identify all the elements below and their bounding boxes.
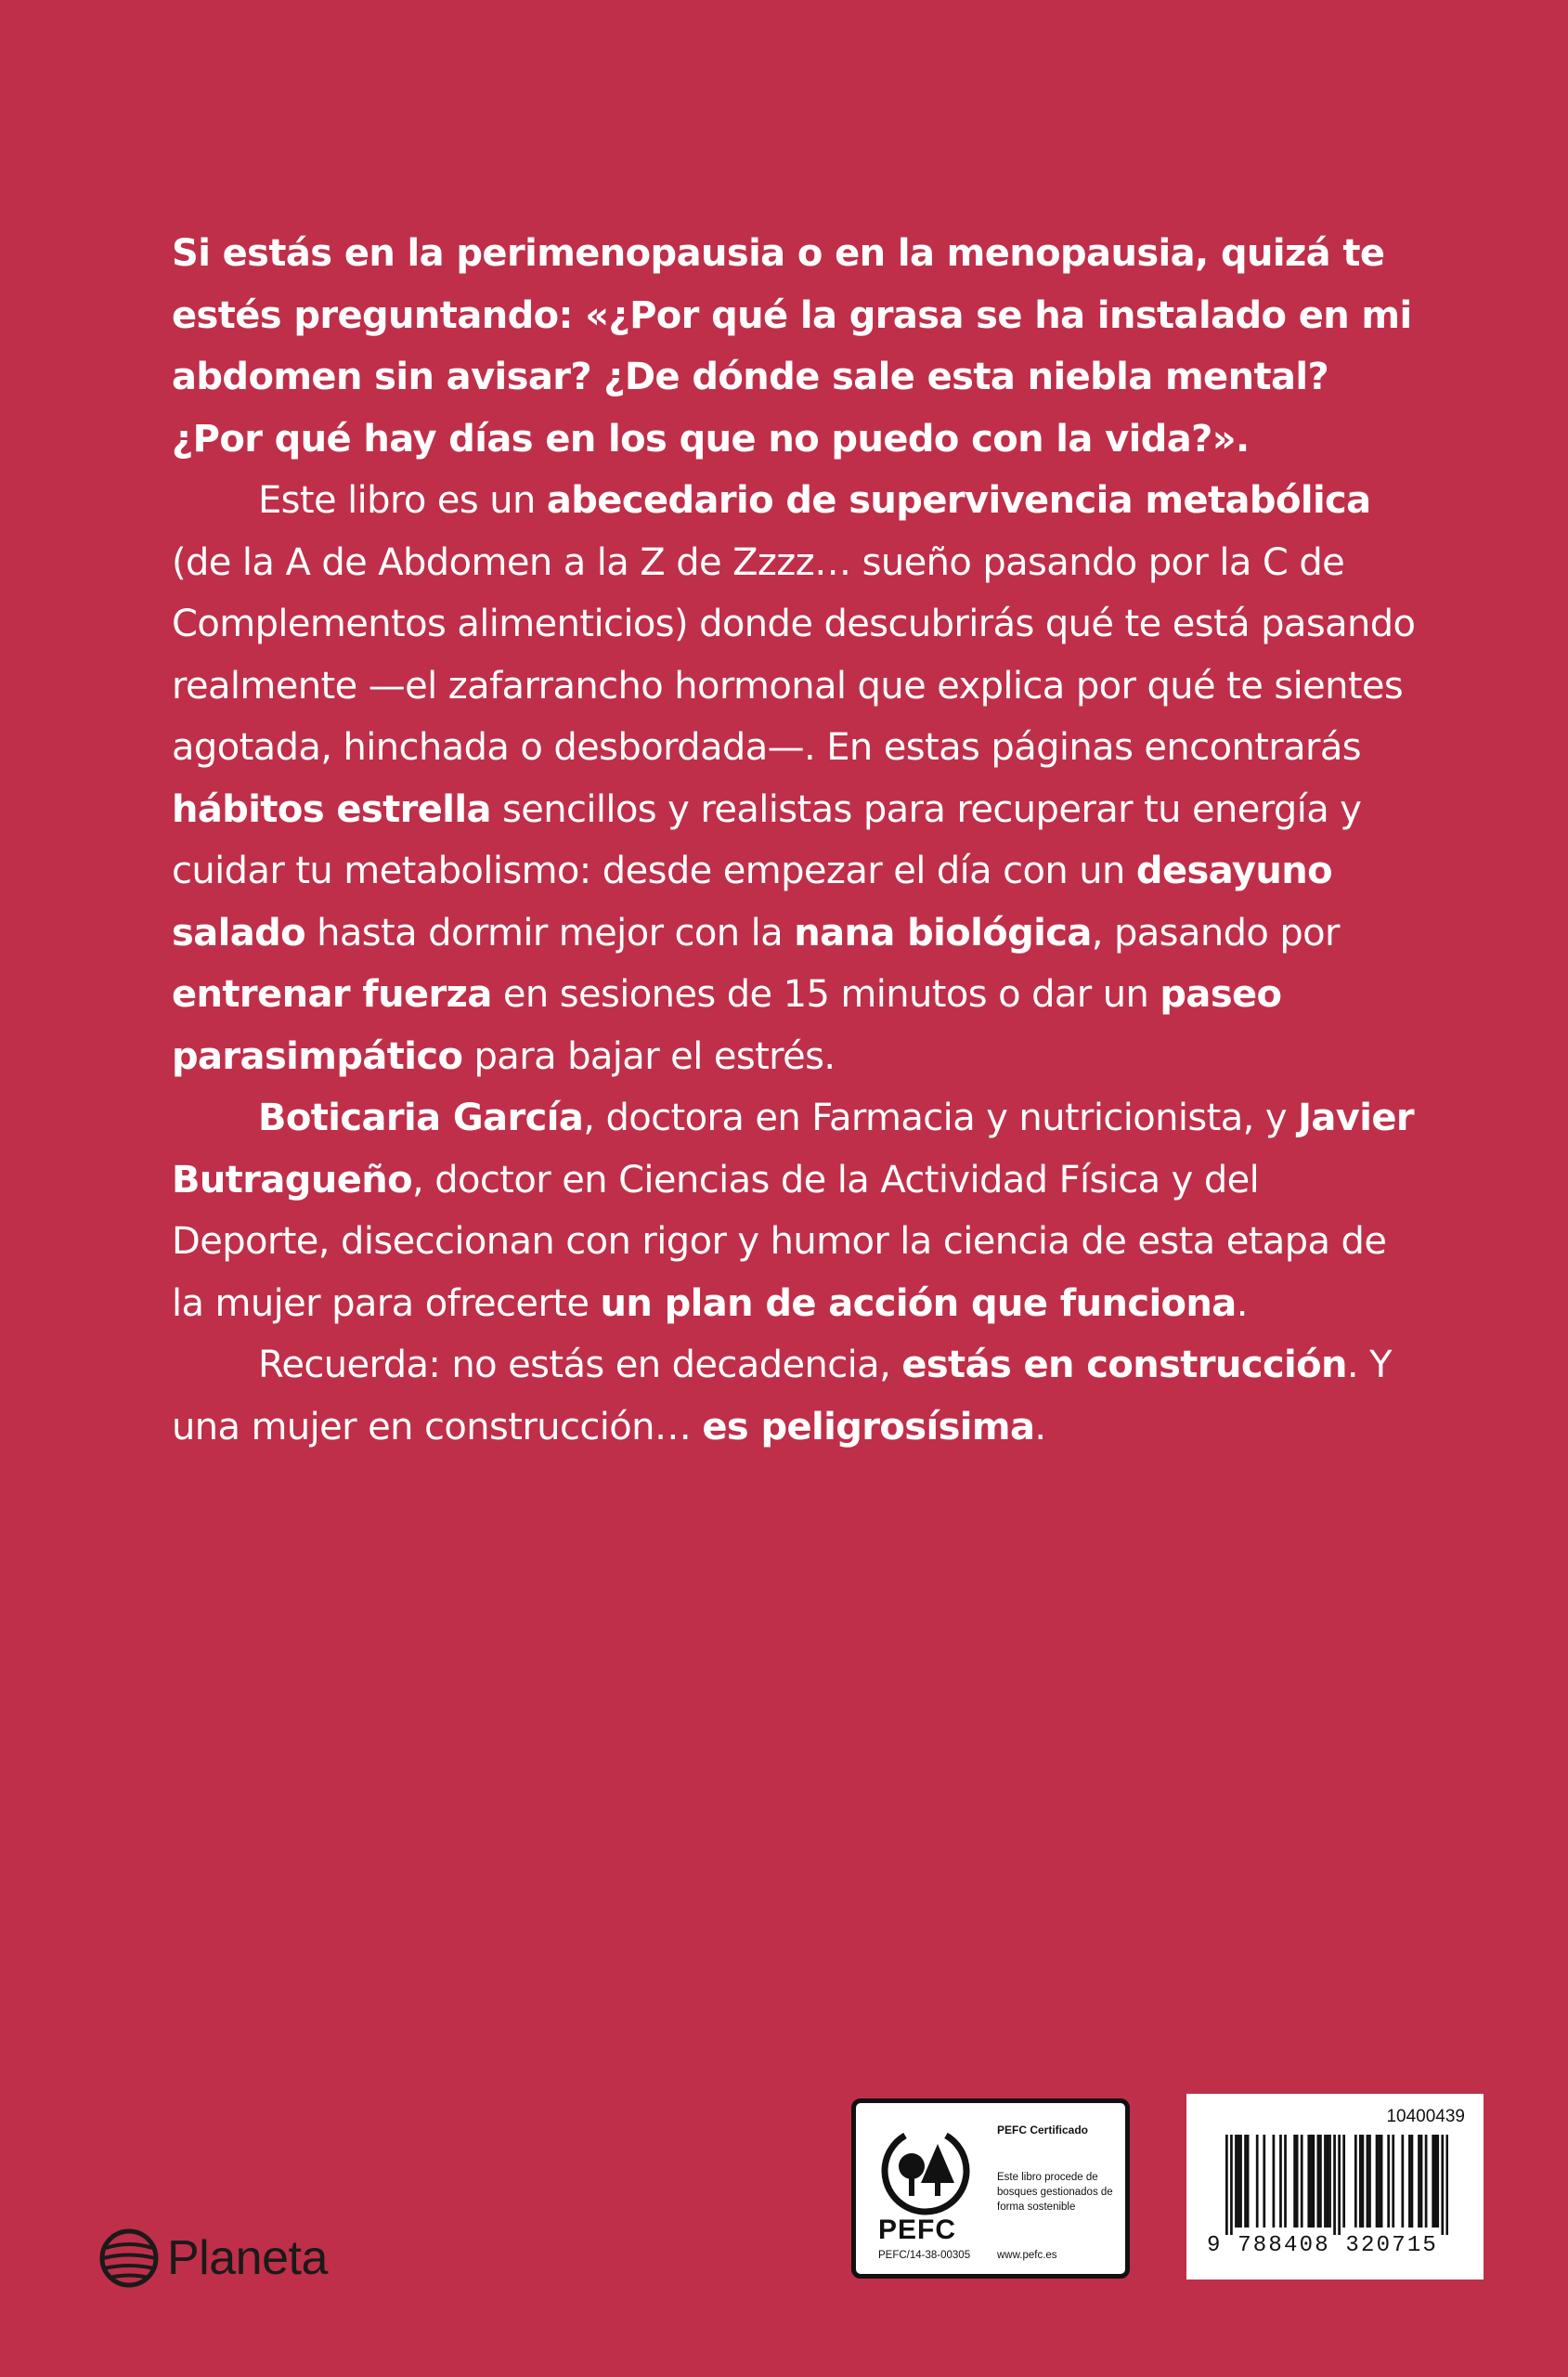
text-span: . <box>1236 1281 1248 1325</box>
text-span: hasta dormir mejor con la <box>305 911 795 955</box>
barcode-bar <box>1411 2135 1414 2228</box>
globe-icon <box>98 2228 160 2289</box>
barcode-bar <box>1284 2135 1287 2228</box>
pefc-trees-icon <box>880 2125 971 2216</box>
barcode-bar <box>1387 2135 1390 2228</box>
bold-span: paseo parasimpático <box>172 973 1282 1078</box>
author-name: Boticaria García <box>258 1097 584 1139</box>
barcode-bar <box>1441 2135 1444 2235</box>
barcode-bars <box>1225 2135 1448 2235</box>
text-span: , doctora en Farmacia y nutricionista, y <box>583 1097 1299 1139</box>
text-span: . <box>1034 1405 1046 1448</box>
barcode-bar <box>1296 2135 1299 2228</box>
barcode-bar <box>1354 2135 1357 2228</box>
barcode-bar <box>1425 2135 1428 2228</box>
text-span: Este libro es un <box>258 479 547 522</box>
barcode-digits: 9 788408 320715 <box>1207 2233 1439 2258</box>
text-span: . Y una mujer en construcción… <box>172 1344 1392 1448</box>
barcode-bar <box>1317 2135 1320 2228</box>
back-cover-blurb <box>172 223 1416 1458</box>
text-span: en sesiones de 15 minutos o dar un <box>491 973 1160 1016</box>
barcode-bar <box>1418 2135 1420 2228</box>
barcode-reference: 10400439 <box>1386 2107 1465 2126</box>
barcode-bar <box>1230 2135 1233 2235</box>
blurb-paragraph-1 <box>172 470 1416 1087</box>
bold-span: nana biológica <box>794 911 1092 955</box>
barcode-bar <box>1273 2135 1276 2228</box>
barcode-bar <box>1392 2135 1394 2228</box>
blurb-intro: Si estás en la perimenopausia o en la menopausia, quizá te estés preguntando: «¿Por qué la grasa se ha instalado en mi abdomen sin avisar? ¿De dónde sale esta niebla mental? ¿Por qué hay días en los que no puedo con la vida?». <box>172 232 1412 461</box>
barcode-bar <box>1247 2135 1250 2228</box>
barcode-bar <box>1376 2135 1379 2228</box>
pefc-wordmark: PEFC <box>878 2215 957 2245</box>
pefc-url: www.pefc.es <box>997 2250 1057 2261</box>
barcode-bar <box>1235 2135 1238 2228</box>
text-span: sencillos y realistas para recuperar tu energía y cuidar tu metabolismo: desde empezar el día con un <box>172 787 1362 892</box>
barcode-bar <box>1279 2135 1282 2228</box>
barcode-bar <box>1436 2135 1439 2228</box>
barcode-bar <box>1362 2135 1365 2228</box>
barcode-bar <box>1319 2135 1322 2228</box>
barcode-bar <box>1263 2135 1265 2228</box>
barcode-bar <box>1432 2135 1434 2228</box>
barcode-bar <box>1328 2135 1331 2228</box>
barcode-bar <box>1225 2135 1228 2235</box>
pefc-code: PEFC/14-38-00305 <box>878 2250 971 2261</box>
barcode-bar <box>1327 2135 1329 2228</box>
text-span: para bajar el estrés. <box>462 1034 836 1078</box>
barcode-bar <box>1312 2135 1315 2228</box>
barcode-bar <box>1310 2135 1313 2228</box>
blurb-paragraph-3 <box>172 1334 1416 1458</box>
barcode-bar <box>1378 2135 1380 2228</box>
barcode-bar <box>1445 2135 1448 2235</box>
bold-span: desayuno salado <box>172 850 1332 955</box>
barcode-bar <box>1324 2135 1327 2228</box>
author-name: Javier Butragueño <box>172 1097 1414 1201</box>
barcode-bar <box>1380 2135 1383 2228</box>
barcode-bar <box>1338 2135 1341 2235</box>
publisher-logo <box>98 2225 328 2292</box>
text-span: (de la A de Abdomen a la Z de Zzzz… sueño pasando por la C de Complementos alimenticios) donde descubrirás qué te está pasando realmente —el zafarrancho hormonal que explica por qué te sientes agotada, hinchada o desbordada—. En estas páginas encontrarás <box>172 540 1416 769</box>
barcode-bar <box>1401 2135 1404 2228</box>
bold-span: un plan de acción que funciona <box>600 1281 1237 1325</box>
barcode-bar <box>1239 2135 1242 2228</box>
barcode-bar <box>1368 2135 1371 2228</box>
barcode-bar <box>1342 2135 1345 2228</box>
barcode-bar <box>1420 2135 1423 2228</box>
text-span: , pasando por <box>1091 911 1340 955</box>
bold-span: es peligrosísima <box>702 1405 1035 1448</box>
bold-span: entrenar fuerza <box>172 973 492 1016</box>
pefc-certification-box <box>851 2098 1130 2279</box>
barcode-bar <box>1301 2135 1303 2228</box>
barcode-bar <box>1293 2135 1296 2228</box>
bold-span: abecedario de supervivencia metabólica <box>546 479 1371 522</box>
barcode-bar <box>1408 2135 1411 2228</box>
barcode-box <box>1186 2094 1484 2280</box>
barcode-bar <box>1307 2135 1310 2228</box>
text-span: , doctor en Ciencias de la Actividad Física y del Deporte, diseccionan con rigor y humor la ciencia de esta etapa de la mujer para ofrecerte <box>172 1158 1387 1325</box>
publisher-name: Planeta <box>167 2231 328 2285</box>
blurb-paragraph-2 <box>172 1087 1416 1334</box>
barcode-bar <box>1359 2135 1362 2228</box>
bold-span: estás en construcción <box>901 1344 1347 1386</box>
barcode-bar <box>1256 2135 1259 2228</box>
pefc-description: Este libro procede de bosques gestionados de forma sostenible <box>997 2172 1113 2213</box>
barcode-bar <box>1333 2135 1336 2235</box>
text-span: Recuerda: no estás en decadencia, <box>258 1344 902 1386</box>
barcode-bar <box>1238 2135 1240 2228</box>
barcode-bar <box>1244 2135 1247 2228</box>
pefc-title: PEFC Certificado <box>997 2124 1089 2137</box>
bold-span: hábitos estrella <box>172 787 491 831</box>
barcode-bar <box>1367 2135 1369 2228</box>
barcode-bar <box>1434 2135 1437 2228</box>
